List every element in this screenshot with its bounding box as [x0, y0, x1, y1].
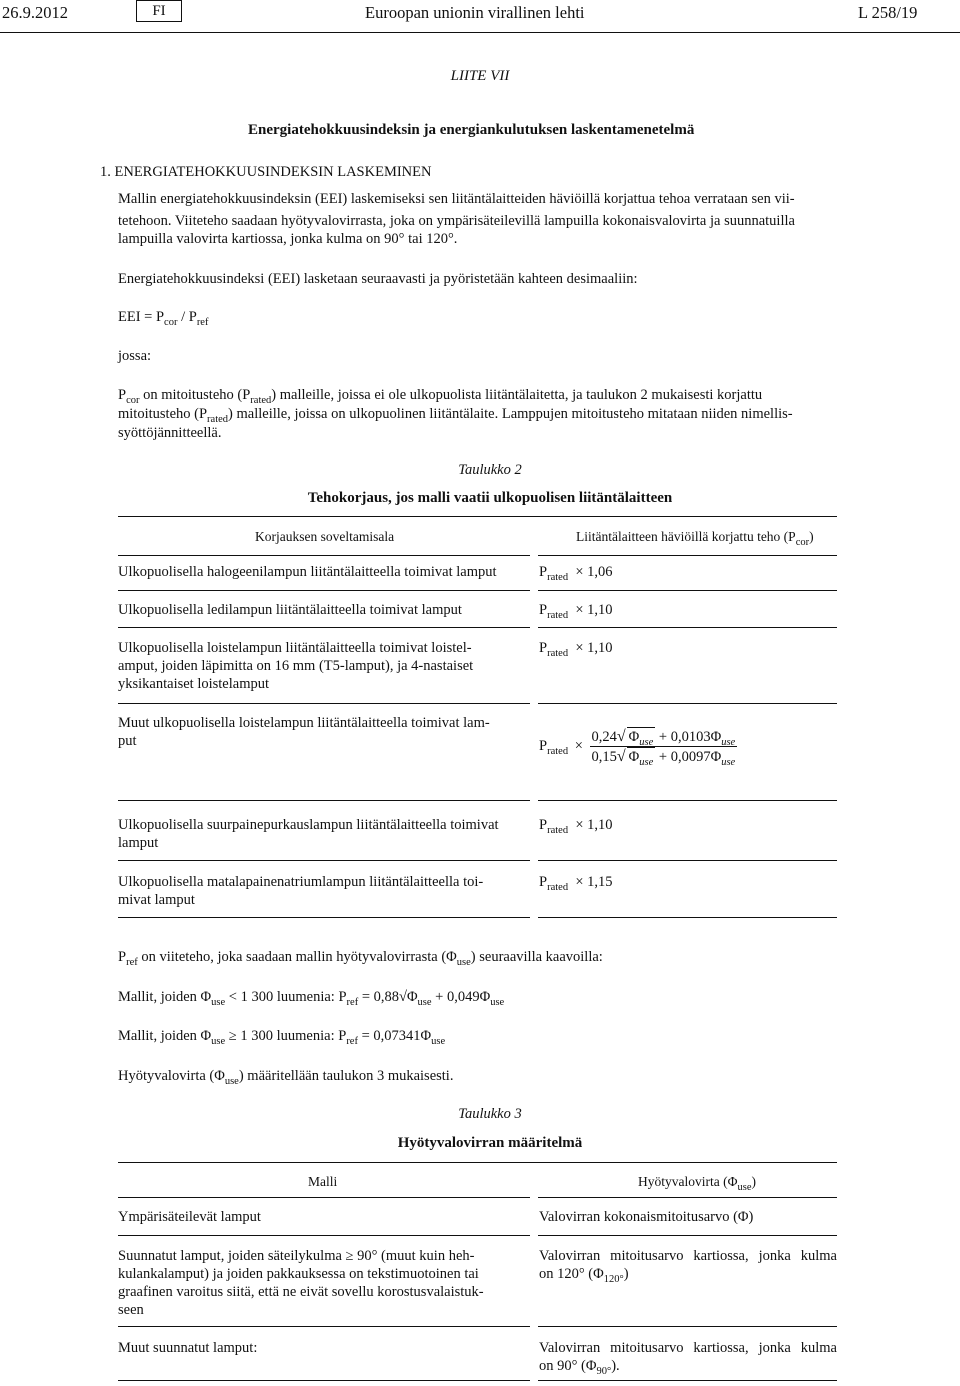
row-rule	[538, 800, 837, 801]
journal-title: Euroopan unionin virallinen lehti	[365, 3, 585, 22]
page-reference: L 258/19	[858, 3, 918, 22]
scope-text: put	[118, 733, 137, 749]
row-rule	[118, 590, 530, 591]
pref-formula-2: Mallit, joiden $\Phi_{use} \ge 1$ 300 luumenia: $P_{ref} = 0,07341\Phi_{use}$	[118, 1028, 446, 1047]
eei-formula: EEI = $P_{cor} / P_{ref}$	[118, 309, 209, 328]
table2-header-rule	[538, 555, 837, 556]
row-rule	[538, 703, 837, 704]
scope-text: amput, joiden läpimitta on 16 mm (T5-lamput), ja 4-nastaiset	[118, 658, 474, 674]
model-text: kulankalamput) ja joiden pakkauksessa on tekstimuotoinen tai	[118, 1266, 479, 1282]
table3-label: Taulukko 3	[458, 1106, 522, 1122]
publication-date: 26.9.2012	[2, 3, 68, 22]
table3-header-rule	[538, 1197, 837, 1198]
table-row	[118, 873, 521, 909]
table2-col2-header: Liitäntälaitteen häviöillä korjattu teho $(P_{cor})$	[576, 529, 814, 548]
row-rule	[118, 800, 530, 801]
scope-text: Ulkopuolisella suurpainepurkauslampun liitäntälaitteella toimivat	[118, 817, 499, 833]
table-row	[118, 563, 530, 581]
row-rule	[118, 627, 530, 628]
table-row	[118, 1247, 522, 1319]
table2-col1-header: Korjauksen soveltamisala	[255, 529, 395, 544]
scope-text: Ulkopuolisella matalapainenatriumlampun liitäntälaitteella toi-	[118, 874, 484, 890]
row-rule	[538, 1326, 837, 1327]
row-rule	[538, 1380, 837, 1381]
row-rule	[538, 1235, 837, 1236]
header-rule	[0, 32, 960, 33]
annex-title: Energiatehokkuusindeksin ja energiankulutuksen laskentamenetelmä	[248, 122, 695, 138]
scope-text: Muut ulkopuolisella loistelampun liitäntälaitteella toimivat lam-	[118, 715, 490, 731]
row-rule	[538, 627, 837, 628]
row-rule	[118, 1235, 530, 1236]
correction-fraction: $\frac{0,24√ \Phi_{use} + 0,0103\Phi_{use}}{0,15√ \Phi_{use} + 0,0097\Phi_{use}}$	[591, 728, 736, 768]
annex-label: LIITE VII	[450, 68, 510, 84]
factor-cell: $P_{rated} \times 1,10$	[539, 640, 613, 659]
table3-col2-header: Hyötyvalovirta $(\Phi_{use})$	[638, 1174, 756, 1193]
scope-text: lamput	[118, 835, 159, 851]
model-text: graafinen varoitus siitä, että ne eivät sovellu korostusvalaistuk-	[118, 1284, 484, 1300]
scope-text: Ulkopuolisella halogeenilampun liitäntälaitteella toimivat lamput	[118, 564, 497, 580]
paragraph-eei: Energiatehokkuusindeksi (EEI) lasketaan seuraavasti ja pyöristetään kahteen desimaaliin:	[118, 271, 638, 287]
row-rule	[538, 917, 837, 918]
row-rule	[538, 860, 837, 861]
table-cell: Valovirran kokonaismitoitusarvo (Φ)	[539, 1209, 754, 1225]
row-rule	[538, 590, 837, 591]
model-text: Suunnatut lamput, joiden säteilykulma ≥ 90° (muut kuin heh-	[118, 1248, 475, 1264]
model-text: seen	[118, 1302, 144, 1318]
row-rule	[118, 917, 530, 918]
row-rule	[118, 1380, 530, 1381]
table2-label: Taulukko 2	[458, 462, 522, 478]
scope-text: Ulkopuolisella loistelampun liitäntälaitteella toimivat loistel-	[118, 640, 472, 656]
factor-cell: $P_{rated} \times 1,15$	[539, 874, 613, 893]
paragraph-line: Mallin energiatehokkuusindeksin (EEI) laskemiseksi sen liitäntälaitteiden häviöillä korjattua tehoa verrataan sen vii-	[118, 191, 795, 207]
table3-top-rule	[118, 1162, 837, 1163]
table3-header-rule	[118, 1197, 530, 1198]
paragraph-line: tetehoon. Viiteteho saadaan hyötyvalovirrasta, joka on ympärisäteilevillä lampuilla kokonaisvalovirta ja suunnatuilla	[118, 213, 795, 229]
section-heading: 1. ENERGIATEHOKKUUSINDEKSIN LASKEMINEN	[100, 164, 432, 180]
pref-formula-1: Mallit, joiden $\Phi_{use} < 1$ 300 luumenia: $P_{ref} = 0,88√\Phi_{use} + 0,049\Phi_{use}$	[118, 989, 505, 1008]
table2-top-rule	[118, 516, 837, 517]
table-row	[118, 639, 521, 693]
scope-text: Ulkopuolisella ledilampun liitäntälaitteella toimivat lamput	[118, 602, 462, 618]
jossa-label: jossa:	[118, 348, 152, 364]
factor-cell: $P_{rated} \times 1,10$	[539, 602, 613, 621]
table-row: Muut suunnatut lamput:	[118, 1340, 258, 1356]
pcor-definition-line2: mitoitusteho $(P_{rated})$ malleille, joissa on ulkopuolinen liitäntälaite. Lamppujen mitoitusteho mitataan niiden nimellis-	[118, 406, 793, 425]
scope-text: mivat lamput	[118, 892, 195, 908]
language-code-box: FI	[136, 0, 182, 22]
table-cell: Valovirran mitoitusarvo kartiossa, jonka kulma on 90° $(\Phi_{90^\circ})$.	[539, 1340, 837, 1377]
table-cell: Valovirran mitoitusarvo kartiossa, jonka kulma on 120° $(\Phi_{120^\circ})$	[539, 1248, 837, 1285]
pcor-definition-line3: syöttöjännitteellä.	[118, 425, 222, 441]
row-rule	[118, 860, 530, 861]
fraction-formula: $P_{rated}$ × $\frac{0,24√ \Phi_{use} + 0,0103\Phi_{use}}{0,15√ \Phi_{use} + 0,0097\Phi_{use}}$	[539, 728, 736, 768]
phi-use-note: Hyötyvalovirta $(\Phi_{use})$ määritellään taulukon 3 mukaisesti.	[118, 1068, 454, 1087]
table-row: Ympärisäteilevät lamput	[118, 1209, 261, 1225]
table-row	[118, 714, 530, 750]
factor-cell: $P_{rated} \times 1,06$	[539, 564, 613, 583]
table3-col1-header: Malli	[308, 1174, 338, 1189]
pref-intro: $P_{ref}$ on viiteteho, joka saadaan mallin hyötyvalovirrasta $(\Phi_{use})$ seuraavilla kaavoilla:	[118, 949, 603, 968]
table-row	[118, 816, 530, 852]
table2-header-rule	[118, 555, 530, 556]
factor-cell: $P_{rated} \times 1,10$	[539, 817, 613, 836]
row-rule	[118, 1326, 530, 1327]
row-rule	[118, 703, 530, 704]
table3-title: Hyötyvalovirran määritelmä	[397, 1135, 583, 1151]
table2-title: Tehokorjaus, jos malli vaatii ulkopuolisen liitäntälaitteen	[307, 490, 673, 506]
table-row	[118, 601, 530, 619]
paragraph-line: lampuilla valovirta kartiossa, jonka kulma on 90° tai 120°.	[118, 231, 458, 247]
scope-text: yksikantaiset loistelamput	[118, 676, 270, 692]
pcor-definition-line1: $P_{cor}$ on mitoitusteho $(P_{rated})$ malleille, joissa ei ole ulkopuolista liitäntälaitetta, ja taulukon 2 mukaisesti korjattu	[118, 387, 763, 406]
